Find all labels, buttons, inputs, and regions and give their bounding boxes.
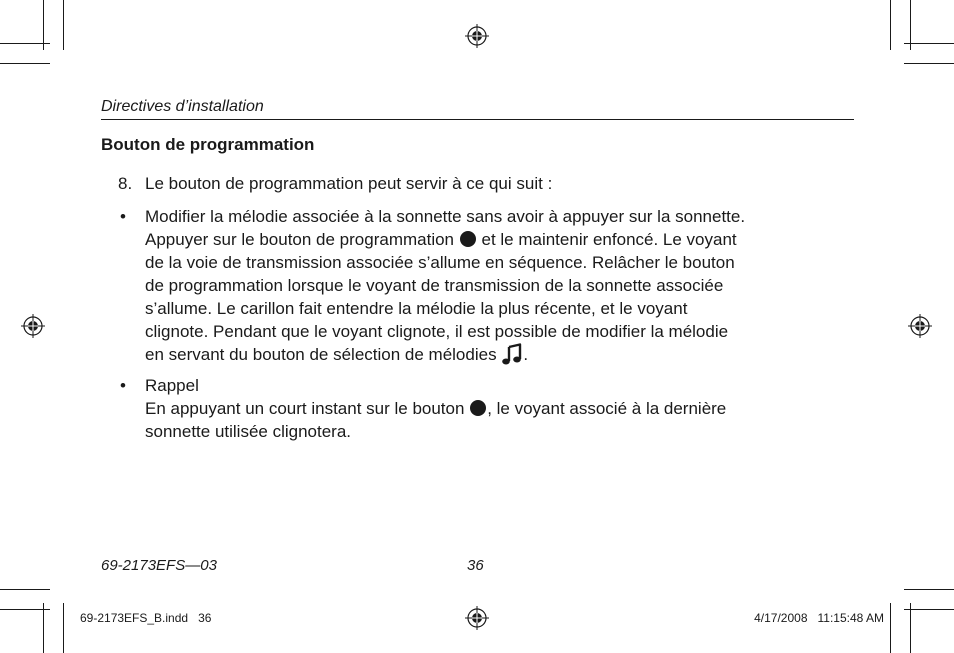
crop-mark	[63, 0, 64, 50]
slug-timestamp: 4/17/2008 11:15:48 AM	[754, 611, 884, 625]
text-fragment: en servant du bouton de sélection de mélodies	[145, 345, 497, 364]
crop-mark	[904, 43, 954, 44]
text-line	[145, 397, 855, 420]
crop-mark	[43, 603, 44, 653]
text-line: de la voie de transmission associée s’allume en séquence. Relâcher le bouton	[145, 253, 735, 272]
text-fragment: En appuyant un court instant sur le bouton	[145, 399, 465, 418]
text-line	[145, 228, 855, 251]
step-number: 8.	[118, 174, 133, 193]
running-header: Directives d’installation	[101, 98, 264, 115]
bullet-paragraph	[145, 374, 855, 443]
text-line	[145, 343, 855, 366]
text-fragment: Appuyer sur le bouton de programmation	[145, 230, 455, 249]
registration-mark-icon	[21, 314, 45, 338]
step-text: Le bouton de programmation peut servir à ce qui suit :	[145, 174, 553, 193]
page-number: 36	[467, 557, 484, 574]
crop-mark	[904, 589, 954, 590]
header-rule	[101, 119, 854, 120]
text-line: clignote. Pendant que le voyant clignote, il est possible de modifier la mélodie	[145, 322, 729, 341]
crop-mark	[910, 603, 911, 653]
crop-mark	[0, 63, 50, 64]
text-fragment: , le voyant associé à la dernière	[487, 399, 727, 418]
text-line: Modifier la mélodie associée à la sonnette sans avoir à appuyer sur la sonnette.	[145, 207, 746, 226]
crop-mark	[43, 0, 44, 50]
crop-mark	[63, 603, 64, 653]
document-number: 69-2173EFS—03	[101, 557, 217, 574]
text-fragment: et le maintenir enfoncé. Le voyant	[481, 230, 737, 249]
crop-mark	[890, 603, 891, 653]
text-line: de programmation lorsque le voyant de transmission de la sonnette associée	[145, 276, 724, 295]
section-title: Bouton de programmation	[101, 135, 315, 154]
text-fragment: .	[523, 345, 529, 364]
text-line: Rappel	[145, 376, 199, 395]
text-line: s’allume. Le carillon fait entendre la mélodie la plus récente, et le voyant	[145, 299, 688, 318]
registration-mark-icon	[908, 314, 932, 338]
text-line: sonnette utilisée clignotera.	[145, 422, 352, 441]
crop-mark	[890, 0, 891, 50]
bullet-marker: •	[120, 207, 126, 226]
music-note-icon	[501, 343, 523, 365]
registration-mark-icon	[465, 24, 489, 48]
crop-mark	[904, 609, 954, 610]
bullet-marker: •	[120, 376, 126, 395]
slug-filename: 69-2173EFS_B.indd 36	[80, 611, 212, 625]
crop-mark	[904, 63, 954, 64]
crop-mark	[910, 0, 911, 50]
crop-mark	[0, 589, 50, 590]
filled-circle-icon	[470, 400, 486, 416]
registration-mark-icon	[465, 606, 489, 630]
filled-circle-icon	[460, 231, 476, 247]
bullet-paragraph	[145, 205, 855, 366]
